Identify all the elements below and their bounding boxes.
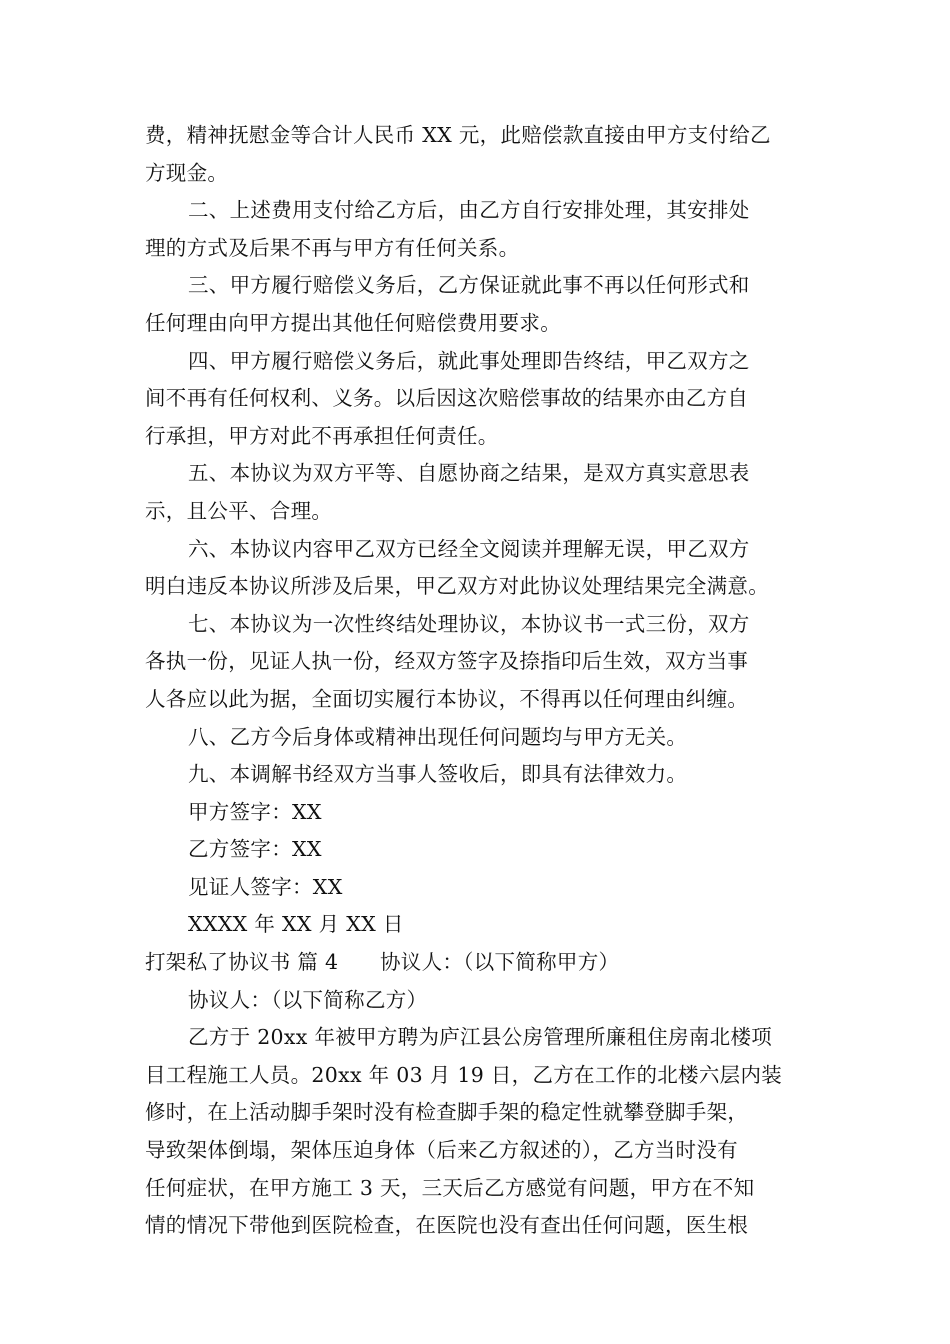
text-line: XXXX 年 XX 月 XX 日 [188, 912, 404, 937]
text-line: 九、本调解书经双方当事人签收后，即具有法律效力。 [188, 762, 688, 787]
text-line: 各执一份，见证人执一份，经双方签字及捺指印后生效，双方当事 [145, 649, 749, 674]
text-line: 目工程施工人员。20xx 年 03 月 19 日，乙方在工作的北楼六层内装 [145, 1062, 783, 1087]
text-line: 理的方式及后果不再与甲方有任何关系。 [145, 235, 520, 260]
text-line: 导致架体倒塌，架体压迫身体（后来乙方叙述的），乙方当时没有 [145, 1138, 738, 1163]
text-line: 甲方签字：XX [188, 799, 322, 824]
text-line: 三、甲方履行赔偿义务后，乙方保证就此事不再以任何形式和 [188, 273, 750, 298]
text-line: 修时，在上活动脚手架时没有检查脚手架的稳定性就攀登脚手架， [145, 1100, 749, 1125]
text-line: 明白违反本协议所涉及后果，甲乙双方对此协议处理结果完全满意。 [145, 574, 769, 599]
text-line: 任何症状，在甲方施工 3 天，三天后乙方感觉有问题，甲方在不知 [145, 1175, 755, 1200]
text-line: 四、甲方履行赔偿义务后，就此事处理即告终结，甲乙双方之 [188, 348, 750, 373]
text-line: 乙方签字：XX [188, 837, 322, 862]
text-line: 费，精神抚慰金等合计人民币 XX 元，此赔偿款直接由甲方支付给乙 [145, 123, 771, 147]
text-line: 人各应以此为据，全面切实履行本协议，不得再以任何理由纠缠。 [145, 686, 749, 711]
text-line: 间不再有任何权利、义务。以后因这次赔偿事故的结果亦由乙方自 [145, 386, 749, 411]
text-line: 见证人签字：XX [188, 874, 343, 899]
text-line: 示，且公平、合理。 [145, 498, 333, 523]
text-line: 方现金。 [145, 160, 229, 185]
text-line: 七、本协议为一次性终结处理协议，本协议书一式三份，双方 [188, 611, 750, 636]
text-line: 二、上述费用支付给乙方后，由乙方自行安排处理，其安排处 [188, 198, 750, 223]
text-line: 乙方于 20xx 年被甲方聘为庐江县公房管理所廉租住房南北楼项 [188, 1025, 773, 1050]
document-body [145, 117, 810, 1245]
text-line: 行承担，甲方对此不再承担任何责任。 [145, 423, 499, 448]
text-line: 打架私了协议书 篇 4 协议人：（以下简称甲方） [145, 950, 620, 975]
text-line: 情的情况下带他到医院检查，在医院也没有查出任何问题，医生根 [145, 1213, 749, 1238]
text-line: 六、本协议内容甲乙双方已经全文阅读并理解无误，甲乙双方 [188, 536, 750, 561]
text-line: 任何理由向甲方提出其他任何赔偿费用要求。 [145, 310, 561, 335]
text-line: 五、本协议为双方平等、自愿协商之结果，是双方真实意思表 [188, 461, 750, 486]
text-line: 协议人：（以下简称乙方） [188, 987, 428, 1012]
text-line: 八、乙方今后身体或精神出现任何问题均与甲方无关。 [188, 724, 688, 749]
